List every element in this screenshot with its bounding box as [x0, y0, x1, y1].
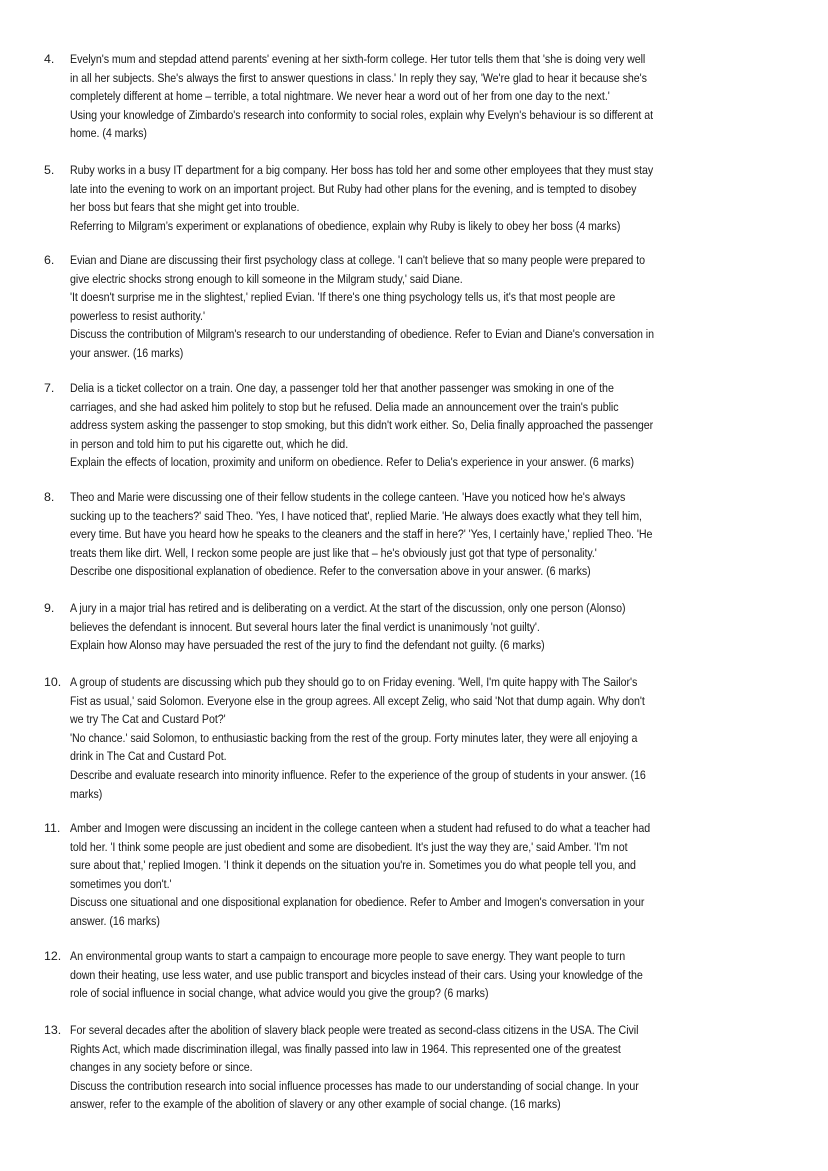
question-line: late into the evening to work on an important project. But Ruby had other plans for the evening, and is tempted to disobey [70, 181, 637, 196]
question-line: An environmental group wants to start a campaign to encourage more people to save energy. They want people to turn [70, 949, 626, 963]
question-number: 11. [44, 821, 61, 835]
question-line: down their heating, use less water, and use public transport and bicycles instead of their cars. Using your knowledge of the [70, 967, 643, 982]
question-text [70, 379, 790, 472]
question-line: in all her subjects. She's always the first to answer questions in class.' In reply they say, 'We're glad to hear it because she's [70, 70, 647, 85]
question-line: For several decades after the abolition of slavery black people were treated as second-class citizens in the USA. The Civil [70, 1023, 639, 1037]
question-text [70, 819, 790, 931]
question-number: 8. [44, 490, 55, 504]
question-line: Describe and evaluate research into minority influence. Refer to the experience of the group of students in your answer. (16 [70, 767, 646, 782]
question-line: sometimes you don't.' [70, 876, 172, 891]
question-line: Discuss one situational and one dispositional explanation for obedience. Refer to Amber and Imogen's conversation in your [70, 895, 645, 910]
question-line: sure about that,' replied Imogen. 'I think it depends on the situation you're in. Sometimes you do what people tell you, and [70, 858, 636, 873]
question-line: home. (4 marks) [70, 126, 147, 141]
question-line: Rights Act, which made discrimination illegal, was finally passed into law in 1964. This represented one of the greatest [70, 1041, 621, 1056]
question-line: completely different at home – terrible, a total nightmare. We never hear a word out of her from one day to the next.' [70, 89, 610, 104]
question-line: treats them like dirt. Well, I reckon some people are just like that – he's obviously just got that type of personality.' [70, 545, 597, 560]
question-line: answer, refer to the example of the abolition of slavery or any other example of social change. (16 marks) [70, 1097, 561, 1112]
question-line: Referring to Milgram’s experiment or explanations of obedience, explain why Ruby is likely to obey her boss (4 marks) [70, 218, 621, 233]
question-text [70, 947, 790, 1003]
question-line: Fist as usual,' said Solomon. Everyone else in the group agrees. All except Zelig, who said 'Not that dump again. Why don't [70, 693, 645, 708]
question-line: Describe one dispositional explanation of obedience. Refer to the conversation above in your answer. (6 marks) [70, 564, 591, 579]
question-line: marks) [70, 786, 103, 801]
question-number: 5. [44, 163, 55, 177]
question-line: your answer. (16 marks) [70, 345, 184, 360]
question-line: changes in any society before or since. [70, 1060, 253, 1075]
question-line: Delia is a ticket collector on a train. One day, a passenger told her that another passenger was smoking in one of the [70, 381, 614, 395]
question-line: every time. But have you heard how he speaks to the cleaners and the staff in here?' 'Yes, I certainly have,' replied Theo. 'He [70, 527, 653, 542]
question-line: Theo and Marie were discussing one of their fellow students in the college canteen. 'Have you noticed how he's always [70, 490, 626, 504]
question-text [70, 488, 790, 581]
question-line: powerless to resist authority.' [70, 308, 205, 323]
question-line: give electric shocks strong enough to kill someone in the Milgram study,' said Diane. [70, 271, 463, 286]
question-text [70, 1021, 790, 1114]
question-line: her boss but fears that she might get into trouble. [70, 200, 300, 215]
question-line: sucking up to the teachers?' said Theo. 'Yes, I have noticed that', replied Marie. 'He always does exactly what they tell him, [70, 508, 642, 523]
question-number: 9. [44, 601, 55, 615]
question-line: we try The Cat and Custard Pot?' [70, 712, 226, 727]
question-line: Discuss the contribution research into social influence processes has made to our understanding of social change. In your [70, 1078, 639, 1093]
question-line: A group of students are discussing which pub they should go to on Friday evening. 'Well, I'm quite happy with The Sailor's [70, 675, 638, 689]
question-number: 12. [44, 949, 62, 963]
question-number: 7. [44, 381, 55, 395]
question-line: Explain the effects of location, proximity and uniform on obedience. Refer to Delia's experience in your answer. (6 marks) [70, 455, 635, 470]
question-line: A jury in a major trial has retired and is deliberating on a verdict. At the start of the discussion, only one person (Alonso) [70, 601, 626, 615]
question-line: role of social influence in social change, what advice would you give the group? (6 marks) [70, 986, 489, 1001]
question-line: address system asking the passenger to stop smoking, but this didn't work either. So, Delia finally approached the passenger [70, 418, 654, 433]
question-line: answer. (16 marks) [70, 913, 160, 928]
question-line: in person and told him to put his cigarette out, which he did. [70, 436, 349, 451]
question-number: 4. [44, 52, 55, 66]
question-text [70, 161, 790, 235]
question-line: 'No chance.' said Solomon, to enthusiastic backing from the rest of the group. Forty minutes later, they were all enjoying a [70, 730, 638, 745]
question-number: 6. [44, 253, 55, 267]
question-line: drink in The Cat and Custard Pot. [70, 749, 227, 764]
question-line: Evian and Diane are discussing their first psychology class at college. 'I can't believe that so many people were prepared to [70, 253, 646, 267]
question-line: Using your knowledge of Zimbardo's research into conformity to social roles, explain why Evelyn's behaviour is so different at [70, 107, 654, 122]
question-line: 'It doesn't surprise me in the slightest,' replied Evian. 'If there's one thing psychology tells us, it's that most people are [70, 290, 616, 305]
question-line: Ruby works in a busy IT department for a big company. Her boss has told her and some other employees that they must stay [70, 163, 654, 177]
question-line: Amber and Imogen were discussing an incident in the college canteen when a student had refused to do what a teacher had [70, 821, 651, 835]
question-number: 13. [44, 1023, 62, 1037]
question-text [70, 673, 790, 803]
question-line: Explain how Alonso may have persuaded the rest of the jury to find the defendant not guilty. (6 marks) [70, 638, 545, 653]
question-line: told her. 'I think some people are just obedient and some are disobedient. It's just the way they are,' said Amber. 'I'm not [70, 839, 628, 854]
question-line: Evelyn's mum and stepdad attend parents' evening at her sixth-form college. Her tutor tells them that 'she is doing very well [70, 52, 646, 66]
question-text [70, 599, 790, 655]
question-line: Discuss the contribution of Milgram's research to our understanding of obedience. Refer to Evian and Diane's conversation in [70, 327, 654, 342]
question-line: believes the defendant is innocent. But several hours later the final verdict is unanimously 'not guilty'. [70, 619, 540, 634]
question-line: carriages, and she had asked him politely to stop but he refused. Delia made an announcement over the train's public [70, 399, 619, 414]
question-text [70, 251, 790, 363]
question-number: 10. [44, 675, 62, 689]
question-text [70, 50, 790, 143]
